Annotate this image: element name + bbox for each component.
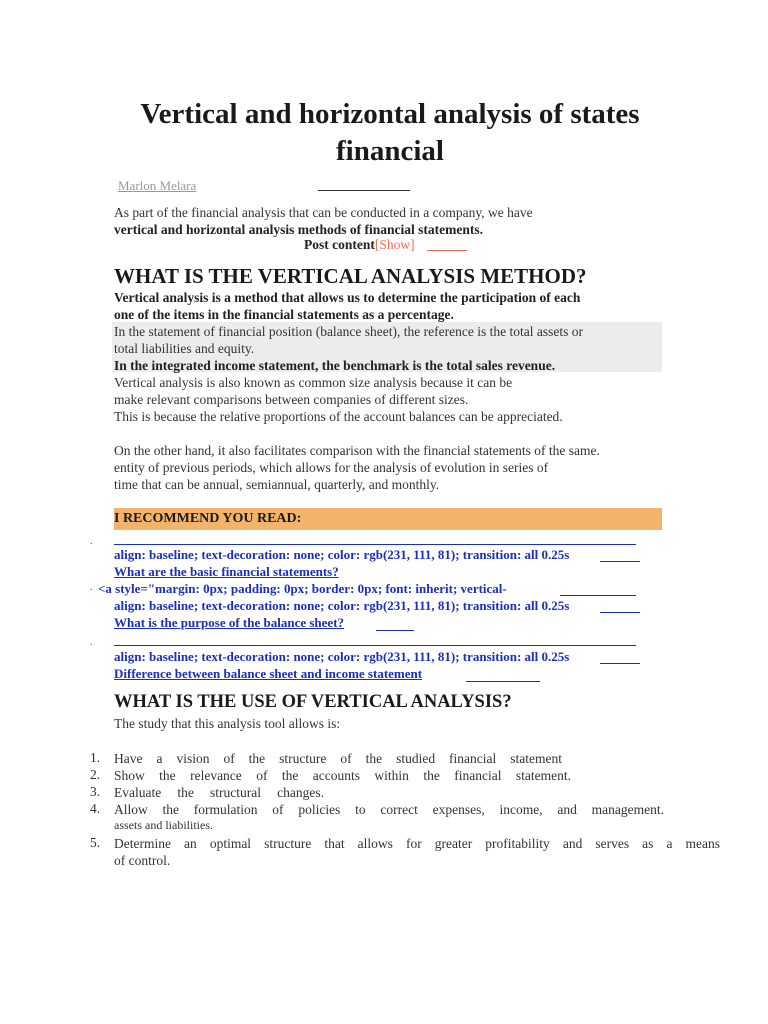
paragraph-line-6: time that can be annual, semiannual, quarterly, and monthly. [114, 477, 440, 492]
link-rule-2c [376, 630, 414, 631]
author-underline [318, 190, 410, 191]
link-rule-2 [560, 595, 636, 596]
show-link[interactable]: [Show] [374, 237, 415, 252]
list-number-3: 3. [90, 784, 101, 799]
bullet-dot-2: . [90, 582, 93, 593]
paragraph-line-4: On the other hand, it also facilitates comparison with the financial statements of the same. [114, 443, 600, 458]
link-rule-1 [114, 544, 636, 545]
section-heading-vertical: WHAT IS THE VERTICAL ANALYSIS METHOD? [114, 264, 587, 288]
list-item-4-continued: assets and liabilities. [114, 818, 213, 832]
bullet-dot-3: . [90, 637, 93, 648]
definition-line-1: Vertical analysis is a method that allows us to determine the participation of each [114, 290, 581, 305]
recommend-link-1[interactable]: What are the basic financial statements? [114, 564, 339, 579]
paragraph-line-2: make relevant comparisons between companies of different sizes. [114, 392, 469, 407]
intro-line-1: As part of the financial analysis that can be conducted in a company, we have [114, 205, 533, 220]
post-content-underline [427, 250, 467, 251]
highlight-line-2: total liabilities and equity. [114, 341, 255, 356]
list-item-1: Have a vision of the structure of the studied financial statement [114, 751, 562, 766]
author-row [118, 178, 196, 194]
list-number-4: 4. [90, 801, 101, 816]
post-content-row [304, 237, 415, 253]
highlight-line-3: In the integrated income statement, the benchmark is the total sales revenue. [114, 358, 556, 373]
list-item-5: Determine an optimal structure that allows for greater profitability and serves as a means [114, 836, 720, 851]
recommend-link-3[interactable]: Difference between balance sheet and income statement [114, 666, 423, 681]
list-number-1: 1. [90, 750, 101, 765]
author-link[interactable]: Marlon Melara [118, 178, 197, 193]
link-rule-3 [114, 645, 636, 646]
list-number-5: 5. [90, 835, 101, 850]
recommend-link-2[interactable]: What is the purpose of the balance sheet? [114, 615, 345, 630]
list-number-2: 2. [90, 767, 101, 782]
recommend-banner: I RECOMMEND YOU READ: [114, 508, 662, 530]
link-rule-1b [600, 561, 640, 562]
code-line-2a: <a style="margin: 0px; padding: 0px; border: 0px; font: inherit; vertical- [98, 581, 507, 596]
list-item-2: Show the relevance of the accounts within the financial statement. [114, 768, 571, 783]
intro-paragraph [114, 204, 674, 238]
document-title: Vertical and horizontal analysis of states financial [140, 98, 640, 167]
post-content-label: Post content [304, 237, 375, 252]
highlight-line-1: In the statement of financial position (balance sheet), the reference is the total assets or [114, 324, 583, 339]
definition-line-2: one of the items in the financial statements as a percentage. [114, 307, 454, 322]
paragraph-line-3: This is because the relative proportions of the account balances can be appreciated. [114, 409, 563, 424]
link-rule-3c [466, 681, 540, 682]
intro-line-2: vertical and horizontal analysis methods of financial statements. [114, 222, 483, 237]
use-intro: The study that this analysis tool allows is: [114, 716, 341, 731]
section-heading-use: WHAT IS THE USE OF VERTICAL ANALYSIS? [114, 692, 512, 712]
link-rule-3b [600, 663, 640, 664]
link-rule-2b [600, 612, 640, 613]
code-line-3: align: baseline; text-decoration: none; color: rgb(231, 111, 81); transition: all 0.25s [114, 649, 570, 664]
paragraph-line-5: entity of previous periods, which allows for the analysis of evolution in series of [114, 460, 549, 475]
bullet-dot-1: . [90, 536, 93, 547]
code-line-1: align: baseline; text-decoration: none; color: rgb(231, 111, 81); transition: all 0.25s [114, 547, 570, 562]
list-item-5-continued: of control. [114, 853, 171, 868]
list-item-3: Evaluate the structural changes. [114, 785, 324, 800]
code-line-2b: align: baseline; text-decoration: none; color: rgb(231, 111, 81); transition: all 0.25s [114, 598, 570, 613]
paragraph-line-1: Vertical analysis is also known as common size analysis because it can be [114, 375, 513, 390]
list-item-4: Allow the formulation of policies to correct expenses, income, and management. [114, 802, 664, 817]
